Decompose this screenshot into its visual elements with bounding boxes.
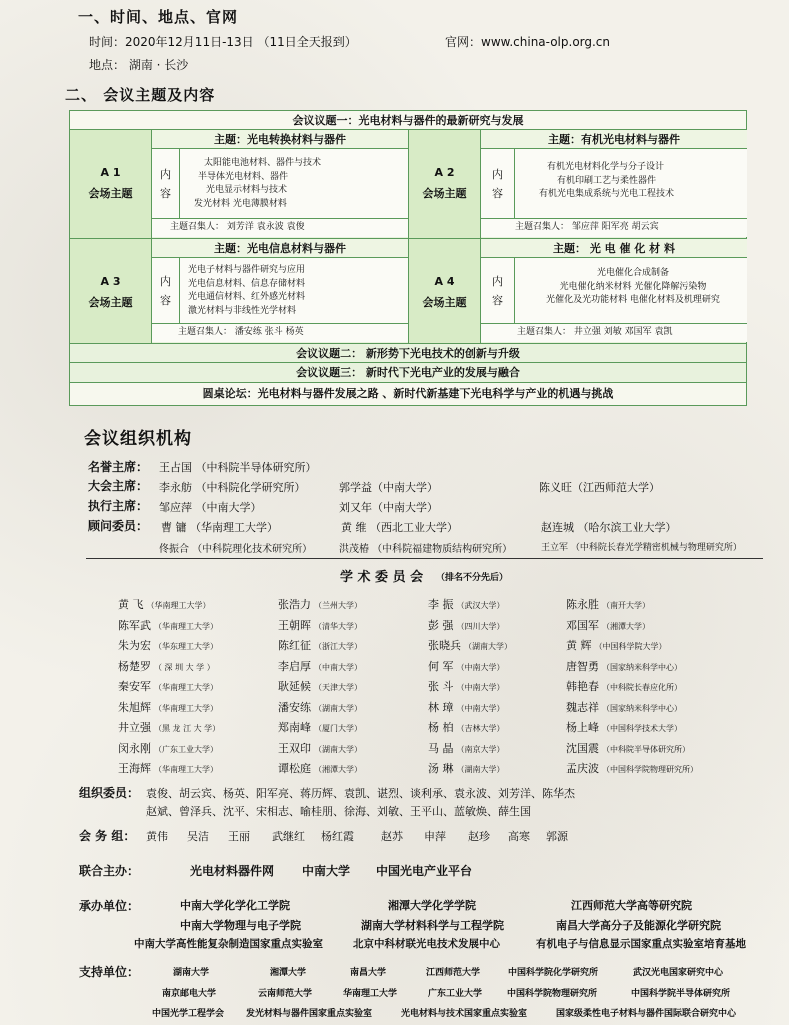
academic-member bbox=[118, 716, 220, 735]
organizer: 有机电子与信息显示国家重点实验室培育基地 bbox=[536, 938, 746, 950]
block-a4-code: A 4 bbox=[434, 275, 455, 288]
member-affiliation: （黑 龙 江 大 学） bbox=[154, 724, 221, 733]
block-a1-label bbox=[70, 130, 152, 238]
block-a4-conveners: 主题召集人： 井立强 刘敏 邓国军 袁凯 bbox=[481, 324, 747, 342]
member-affiliation: （吉林大学） bbox=[456, 724, 505, 733]
academic-member bbox=[278, 614, 362, 633]
member-name: 黄 飞 bbox=[118, 598, 144, 611]
organizer: 中南大学物理与电子学院 bbox=[180, 919, 301, 932]
block-a2-conveners: 主题召集人： 邹应萍 阳军亮 胡云宾 bbox=[481, 219, 747, 237]
honor-chair: 王占国 （中科院半导体研究所） bbox=[159, 461, 317, 474]
academic-member bbox=[278, 634, 362, 653]
member-name: 张晓兵 bbox=[428, 639, 461, 652]
content-line: 光电通信材料、红外感光材料 bbox=[188, 292, 306, 302]
block-a1-code: A 1 bbox=[100, 166, 121, 179]
member-name: 李 振 bbox=[428, 598, 454, 611]
meeting-place: 地点： 湖南 · 长沙 bbox=[89, 58, 189, 72]
member-name: 黄 辉 bbox=[566, 639, 592, 652]
advisor: 王立军 （中科院长春光学精密机械与物理研究所） bbox=[541, 543, 742, 553]
member-affiliation: （中南大学） bbox=[456, 683, 505, 692]
org-heading: 会议组织机构 bbox=[84, 429, 192, 449]
block-a3-label bbox=[70, 239, 152, 343]
member-affiliation: （中南大学） bbox=[456, 662, 505, 672]
academic-member bbox=[118, 593, 211, 612]
supporter: 南京邮电大学 bbox=[162, 989, 217, 999]
academic-member bbox=[566, 614, 650, 633]
advisor: 佟振合 （中科院理化技术研究所） bbox=[159, 544, 313, 555]
supporter: 中国科学院半导体研究所 bbox=[631, 989, 731, 999]
organizer: 南昌大学高分子及能源化学研究院 bbox=[556, 919, 721, 932]
supporter: 武汉光电国家研究中心 bbox=[633, 968, 724, 978]
content-line: 光电显示材料与技术 bbox=[206, 185, 288, 195]
advisor: 黄 维 （西北工业大学） bbox=[341, 521, 458, 534]
content-label-2: 容 bbox=[492, 187, 503, 200]
affairs-member: 黄伟 bbox=[146, 830, 168, 843]
forum-row bbox=[70, 383, 746, 405]
content-line: 光电信息材料、信息存储材料 bbox=[188, 278, 306, 289]
academic-member bbox=[566, 655, 682, 674]
academic-member bbox=[566, 737, 690, 756]
member-name: 秦安军 bbox=[118, 680, 151, 693]
academic-member bbox=[428, 737, 505, 756]
block-a3 bbox=[70, 239, 408, 343]
content-line: 发光材料 光电薄膜材料 bbox=[194, 198, 287, 209]
member-affiliation: （清华大学） bbox=[314, 621, 362, 631]
content-label-1: 内 bbox=[160, 275, 171, 288]
academic-member bbox=[566, 757, 698, 776]
topic-3-row bbox=[70, 363, 746, 383]
section-heading-2: 二、 会议主题及内容 bbox=[65, 86, 216, 104]
member-affiliation: （中南大学） bbox=[314, 662, 362, 672]
section-heading-1: 一、时间、地点、官网 bbox=[78, 8, 239, 26]
member-name: 杨楚罗 bbox=[118, 659, 151, 673]
advisor: 曹 镛 （华南理工大学） bbox=[161, 521, 278, 534]
member-name: 张 斗 bbox=[428, 680, 454, 693]
chair-label: 大会主席： bbox=[88, 479, 149, 493]
member-name: 林 璋 bbox=[428, 700, 454, 714]
organizer: 江西师范大学高等研究院 bbox=[571, 899, 692, 912]
member-name: 朱为宏 bbox=[118, 639, 151, 652]
block-a3-content bbox=[180, 258, 408, 324]
member-affiliation: （中科院半导体研究所） bbox=[602, 744, 690, 754]
content-label-2: 容 bbox=[160, 187, 171, 200]
member-affiliation: （华东理工大学） bbox=[154, 642, 218, 651]
supporter: 南昌大学 bbox=[350, 968, 387, 978]
block-a2-code: A 2 bbox=[434, 166, 455, 179]
advisor: 洪茂椿 （中科院福建物质结构研究所） bbox=[339, 544, 513, 555]
member-affiliation: （兰州大学） bbox=[314, 601, 362, 610]
committee-label: 组织委员： bbox=[79, 786, 140, 800]
member-affiliation: （国家纳米科学中心） bbox=[602, 662, 682, 672]
academic-member bbox=[428, 655, 505, 674]
content-label-1: 内 bbox=[492, 275, 503, 288]
content-label-1: 内 bbox=[160, 168, 171, 181]
round-table-forum: 圆桌论坛：光电材料与器件发展之路 、新时代新基建下光电科学与产业的机遇与挑战 bbox=[202, 387, 614, 400]
block-a1 bbox=[70, 130, 408, 238]
exec-chair-2: 刘又年（中南大学） bbox=[339, 501, 438, 514]
block-a2-content-label bbox=[481, 149, 515, 219]
academic-member bbox=[278, 757, 362, 776]
supporter: 发光材料与器件国家重点实验室 bbox=[246, 1009, 373, 1019]
member-name: 闵永刚 bbox=[118, 741, 151, 755]
content-line: 有机光电集成系统与光电工程技术 bbox=[539, 189, 675, 199]
academic-member bbox=[428, 634, 512, 653]
member-affiliation: （浙江大学） bbox=[314, 642, 362, 651]
organizer: 湖南大学材料科学与工程学院 bbox=[361, 919, 504, 932]
supporter: 中国科学院化学研究所 bbox=[508, 968, 599, 978]
supporter: 光电材料与技术国家重点实验室 bbox=[401, 1009, 528, 1019]
block-a2-content bbox=[515, 149, 747, 219]
academic-member bbox=[566, 675, 682, 694]
member-name: 李启厚 bbox=[278, 659, 311, 673]
chair-1: 李永舫 （中科院化学研究所） bbox=[159, 481, 306, 494]
academic-member bbox=[278, 696, 362, 715]
block-a4-venue: 会场主题 bbox=[422, 296, 467, 309]
meeting-time: 时间：2020年12月11日-13日 （11日全天报到） bbox=[89, 35, 357, 49]
affairs-member: 赵珍 bbox=[468, 830, 490, 843]
member-affiliation: （中科院长春应化所） bbox=[602, 683, 682, 692]
block-a3-content-label bbox=[152, 258, 180, 324]
academic-member bbox=[428, 614, 505, 633]
committee-line-2: 赵斌、曾泽兵、沈平、宋相志、喻桂朋、徐海、刘敏、王平山、蓝敏焕、薛生国 bbox=[146, 805, 531, 818]
academic-member bbox=[278, 675, 362, 694]
academic-member bbox=[118, 737, 218, 756]
member-affiliation: （华南理工大学） bbox=[154, 683, 218, 692]
block-a1-conveners: 主题召集人： 刘芳洋 袁永波 袁俊 bbox=[152, 219, 408, 237]
block-a3-conveners: 主题召集人： 潘安练 张斗 杨英 bbox=[152, 324, 408, 342]
block-a3-venue: 会场主题 bbox=[88, 296, 133, 309]
member-affiliation: （湖南大学） bbox=[314, 744, 362, 754]
member-affiliation: （湖南大学） bbox=[456, 765, 505, 774]
block-a3-theme: 主题：光电信息材料与器件 bbox=[152, 239, 408, 258]
academic-member bbox=[118, 614, 218, 633]
supporter: 湖南大学 bbox=[173, 968, 210, 978]
member-name: 王双印 bbox=[278, 741, 311, 755]
member-name: 谭松庭 bbox=[278, 762, 311, 775]
topic-3: 会议议题三： 新时代下光电产业的发展与融合 bbox=[296, 366, 520, 379]
member-name: 马 晶 bbox=[428, 741, 454, 755]
member-name: 汤 琳 bbox=[428, 762, 454, 775]
academic-member bbox=[428, 757, 505, 776]
exec-chair-1: 邹应萍 （中南大学） bbox=[159, 501, 262, 514]
academic-member bbox=[278, 593, 362, 612]
joint-host: 中南大学 bbox=[302, 864, 351, 878]
section-divider bbox=[86, 558, 763, 559]
organizer: 中南大学化学化工学院 bbox=[180, 899, 290, 912]
block-a2 bbox=[408, 130, 746, 238]
topics-table bbox=[69, 110, 747, 406]
block-a2-label bbox=[409, 130, 481, 238]
organizer: 北京中科材联光电技术发展中心 bbox=[353, 938, 500, 950]
committee-line-1: 袁俊、胡云宾、杨英、阳军亮、蒋历辉、袁凯、谌烈、谈利承、袁永波、刘芳洋、陈华杰 bbox=[146, 787, 575, 800]
joint-host: 光电材料器件网 bbox=[190, 864, 275, 878]
block-a4-content bbox=[515, 258, 747, 324]
content-line: 半导体光电材料、器件 bbox=[198, 171, 289, 182]
advisor-label: 顾问委员： bbox=[88, 519, 149, 533]
member-affiliation: （华南理工大学） bbox=[154, 703, 218, 713]
block-a2-theme: 主题：有机光电材料与器件 bbox=[481, 130, 747, 149]
content-line: 太阳能电池材料、器件与技术 bbox=[204, 158, 322, 168]
member-affiliation: （ 深 圳 大 学 ） bbox=[154, 662, 215, 672]
academic-member bbox=[278, 716, 362, 735]
member-name: 彭 强 bbox=[428, 618, 454, 632]
member-name: 王朝晖 bbox=[278, 618, 311, 632]
affairs-member: 杨红霞 bbox=[321, 830, 354, 843]
member-name: 朱旭辉 bbox=[118, 700, 151, 714]
affairs-member: 申萍 bbox=[424, 830, 446, 843]
supporter: 中国光学工程学会 bbox=[152, 1009, 225, 1019]
block-a4 bbox=[408, 239, 746, 343]
affairs-label: 会 务 组： bbox=[79, 829, 136, 843]
member-affiliation: （广东工业大学） bbox=[154, 744, 218, 754]
affairs-member: 王丽 bbox=[228, 830, 250, 843]
academic-member bbox=[118, 634, 218, 653]
member-name: 陈红征 bbox=[278, 639, 311, 652]
exec-chair-label: 执行主席： bbox=[88, 499, 149, 513]
block-a1-venue: 会场主题 bbox=[88, 187, 133, 200]
content-label-1: 内 bbox=[492, 168, 503, 181]
affairs-member: 高寒 bbox=[508, 830, 530, 843]
chair-2: 郭学益（中南大学） bbox=[339, 481, 438, 494]
member-name: 孟庆波 bbox=[566, 762, 599, 775]
member-affiliation: （湖南大学） bbox=[314, 703, 362, 713]
supporter: 广东工业大学 bbox=[428, 989, 483, 999]
academic-member bbox=[118, 757, 218, 776]
block-a4-content-label bbox=[481, 258, 515, 324]
content-line: 光电催化纳米材料 光催化降解污染物 bbox=[559, 281, 707, 292]
advisor: 赵连城 （哈尔滨工业大学） bbox=[541, 521, 677, 534]
block-a4-label bbox=[409, 239, 481, 343]
member-name: 耿延候 bbox=[278, 680, 311, 693]
member-affiliation: （华南理工大学） bbox=[154, 765, 218, 774]
topic-1-row bbox=[70, 111, 746, 130]
member-affiliation: （四川大学） bbox=[456, 621, 505, 631]
member-name: 杨 柏 bbox=[428, 721, 454, 734]
content-line: 光催化及光功能材料 电催化材料及机理研究 bbox=[546, 295, 720, 305]
member-affiliation: （湘潭大学） bbox=[314, 765, 362, 774]
content-label-2: 容 bbox=[492, 294, 503, 307]
member-affiliation: （中国科学院大学） bbox=[594, 642, 667, 651]
supporter: 江西师范大学 bbox=[426, 968, 481, 978]
block-a1-content-label bbox=[152, 149, 180, 219]
supporter: 云南师范大学 bbox=[258, 989, 313, 999]
block-a1-theme: 主题：光电转换材料与器件 bbox=[152, 130, 408, 149]
member-affiliation: （武汉大学） bbox=[456, 601, 505, 610]
topic-1: 会议议题一：光电材料与器件的最新研究与发展 bbox=[292, 114, 524, 127]
member-affiliation: （南京大学） bbox=[456, 744, 505, 754]
member-affiliation: （湘潭大学） bbox=[602, 621, 650, 631]
academic-title: 学 术 委 员 会 bbox=[340, 570, 424, 585]
member-affiliation: （中国科学院物理研究所） bbox=[602, 765, 698, 774]
member-name: 魏志祥 bbox=[566, 700, 599, 714]
member-affiliation: （天津大学） bbox=[314, 683, 362, 692]
supporter: 湘潭大学 bbox=[270, 968, 307, 978]
academic-member bbox=[118, 675, 218, 694]
academic-member bbox=[566, 634, 667, 653]
content-line: 光电子材料与器件研究与应用 bbox=[188, 265, 306, 275]
block-a1-content bbox=[180, 149, 408, 219]
member-name: 杨上峰 bbox=[566, 721, 599, 734]
academic-note: （排名不分先后） bbox=[436, 573, 509, 583]
affairs-member: 武继红 bbox=[272, 830, 305, 843]
member-name: 陈军武 bbox=[118, 618, 151, 632]
member-name: 韩艳春 bbox=[566, 680, 599, 693]
supporter: 国家级柔性电子材料与器件国际联合研究中心 bbox=[556, 1009, 737, 1019]
member-name: 邓国军 bbox=[566, 618, 599, 632]
topic-2: 会议议题二： 新形势下光电技术的创新与升级 bbox=[296, 347, 520, 360]
member-affiliation: （南开大学） bbox=[602, 601, 650, 610]
topic-2-row bbox=[70, 343, 746, 363]
member-affiliation: （华南理工大学） bbox=[146, 601, 211, 610]
academic-member bbox=[278, 655, 362, 674]
affairs-member: 吴洁 bbox=[187, 830, 209, 843]
member-name: 潘安练 bbox=[278, 700, 311, 714]
organizer: 湘潭大学化学学院 bbox=[388, 899, 476, 912]
member-affiliation: （厦门大学） bbox=[314, 724, 362, 733]
academic-member bbox=[428, 593, 505, 612]
joint-host: 中国光电产业平台 bbox=[376, 864, 473, 878]
member-affiliation: （国家纳米科学中心） bbox=[602, 703, 682, 713]
member-name: 沈国震 bbox=[566, 741, 599, 755]
academic-member bbox=[428, 696, 505, 715]
content-line: 有机光电材料化学与分子设计 bbox=[547, 162, 665, 172]
chair-3: 陈义旺（江西师范大学） bbox=[539, 481, 660, 494]
content-line: 光电催化合成制备 bbox=[596, 268, 669, 278]
member-name: 张浩力 bbox=[278, 598, 311, 611]
content-line: 有机印刷工艺与柔性器件 bbox=[557, 175, 657, 186]
member-name: 何 军 bbox=[428, 659, 454, 673]
affairs-member: 赵苏 bbox=[381, 830, 403, 843]
member-name: 王海辉 bbox=[118, 762, 151, 775]
block-a2-venue: 会场主题 bbox=[422, 187, 467, 200]
joint-host-label: 联合主办： bbox=[79, 864, 140, 878]
academic-member bbox=[118, 696, 218, 715]
member-affiliation: （湖南大学） bbox=[464, 642, 512, 651]
academic-member bbox=[566, 716, 682, 735]
block-a4-theme: 主题： 光 电 催 化 材 料 bbox=[481, 239, 747, 258]
academic-member bbox=[566, 593, 650, 612]
member-name: 郑南峰 bbox=[278, 721, 311, 734]
content-line: 激光材料与非线性光学材料 bbox=[188, 305, 297, 316]
block-a3-code: A 3 bbox=[100, 275, 121, 288]
organizer-label: 承办单位： bbox=[79, 899, 140, 913]
supporter-label: 支持单位： bbox=[79, 965, 140, 979]
member-affiliation: （中南大学） bbox=[456, 703, 505, 713]
academic-member bbox=[428, 675, 505, 694]
academic-member bbox=[428, 716, 505, 735]
member-name: 井立强 bbox=[118, 721, 151, 734]
official-website[interactable]: 官网：www.china-olp.org.cn bbox=[445, 35, 611, 49]
affairs-member: 郭源 bbox=[546, 830, 568, 843]
supporter: 华南理工大学 bbox=[343, 989, 398, 999]
member-affiliation: （中国科学技术大学） bbox=[602, 724, 682, 733]
content-label-2: 容 bbox=[160, 294, 171, 307]
organizer: 中南大学高性能复杂制造国家重点实验室 bbox=[134, 938, 323, 950]
honor-chair-label: 名誉主席： bbox=[88, 460, 149, 474]
academic-member bbox=[118, 655, 215, 674]
member-name: 陈永胜 bbox=[566, 598, 599, 611]
academic-member bbox=[278, 737, 362, 756]
member-name: 唐智勇 bbox=[566, 659, 599, 673]
member-affiliation: （华南理工大学） bbox=[154, 621, 218, 631]
supporter: 中国科学院物理研究所 bbox=[507, 989, 598, 999]
academic-member bbox=[566, 696, 682, 715]
